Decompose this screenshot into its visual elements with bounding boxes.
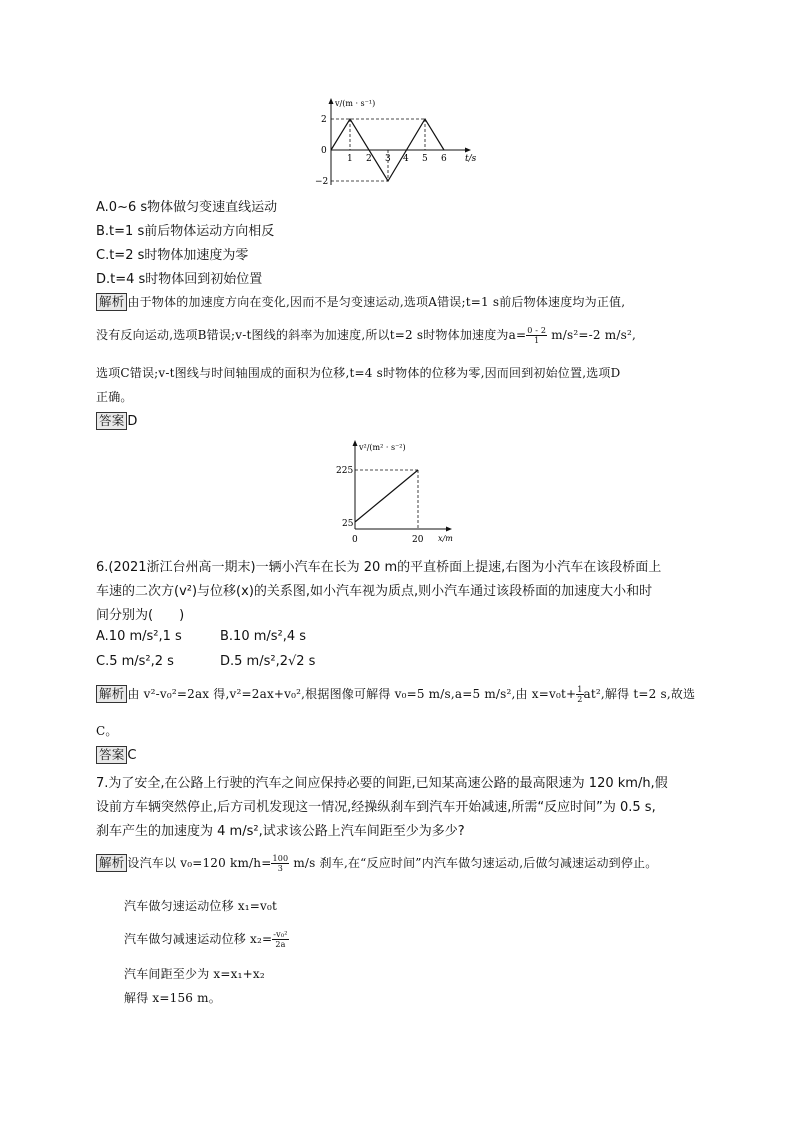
q6-answer-value: C	[127, 748, 137, 763]
q6-analysis-fraction	[576, 685, 583, 704]
q7-step2	[124, 930, 289, 949]
vt-x-tick-5: 5	[422, 154, 428, 164]
q5-analysis-tag: 解析	[96, 293, 127, 311]
q5-analysis-text2a: 没有反向运动,选项B错误;v-t图线的斜率为加速度,所以t=2 s时物体加速度为a=	[96, 328, 527, 342]
q6-line3: 间分别为( )	[96, 608, 185, 623]
vt-x-label: t/s	[465, 154, 477, 164]
q5-fraction-denominator: 1	[534, 336, 540, 345]
vt-y-label: v/(m · s⁻¹)	[335, 99, 376, 108]
vt-x-arrow	[465, 148, 471, 153]
q7-analysis-tag: 解析	[96, 854, 127, 872]
q7-step2-fraction	[272, 930, 288, 949]
q6-fraction-numerator: 1	[577, 685, 583, 694]
q5-option-b: B.t=1 s前后物体运动方向相反	[96, 224, 275, 239]
q5-option-d: D.t=4 s时物体回到初始位置	[96, 272, 263, 287]
q6-line2: 车速的二次方(v²)与位移(x)的关系图,如小汽车视为质点,则小汽车通过该段桥面的加速度大小和时	[96, 584, 653, 599]
q6-option-b: B.10 m/s²,4 s	[220, 629, 307, 644]
q6-analysis-line2: C。	[96, 724, 118, 738]
q7-step1: 汽车做匀速运动位移 x₁=v₀t	[124, 899, 278, 913]
q7-step2-text: 汽车做匀减速运动位移 x₂=	[124, 932, 273, 946]
vt-x-tick-6: 6	[441, 154, 447, 164]
vt-y-tick-neg2: −2	[315, 177, 329, 187]
v2x-y-tick-225: 225	[336, 466, 354, 476]
v2x-x-label: x/m	[438, 534, 453, 543]
q6-analysis-tag: 解析	[96, 685, 127, 703]
vt-x-tick-2: 2	[366, 154, 372, 164]
q5-option-c: C.t=2 s时物体加速度为零	[96, 248, 249, 263]
q5-analysis-text1: 由于物体的加速度方向在变化,因而不是匀变速运动,选项A错误;t=1 s前后物体速度均为正值,	[127, 295, 626, 309]
vt-graph	[310, 95, 490, 190]
q7-step3: 汽车间距至少为 x=x₁+x₂	[124, 967, 265, 981]
v2x-y-arrow	[353, 440, 358, 446]
q6-option-c: C.5 m/s²,2 s	[96, 654, 174, 669]
q7-line2: 设前方车辆突然停止,后方司机发现这一情况,经操纵刹车到汽车开始减速,所需“反应时间”为 0.5 s,	[96, 800, 656, 815]
q5-analysis-line4: 正确。	[96, 390, 133, 404]
q7-fraction-denominator: 3	[277, 864, 284, 873]
q6-fraction-denominator: 2	[577, 695, 583, 704]
q7-step2-numerator: -v₀²	[273, 930, 288, 939]
q6-option-d: D.5 m/s²,2√2 s	[220, 654, 316, 669]
v2x-x-arrow	[446, 527, 452, 532]
q6-option-a: A.10 m/s²,1 s	[96, 629, 182, 644]
q5-analysis-text2b: m/s²=-2 m/s²,	[547, 328, 636, 342]
q5-analysis-line2	[96, 326, 636, 345]
q6-line1: 6.(2021浙江台州高一期末)一辆小汽车在长为 20 m的平直桥面上提速,右图为小汽车在该段桥面上	[96, 560, 662, 575]
q7-line1: 7.为了安全,在公路上行驶的汽车之间应保持必要的间距,已知某高速公路的最高限速为 120 km/h,假	[96, 776, 668, 791]
vt-x-tick-3: 3	[385, 154, 391, 164]
q7-analysis-fraction	[271, 854, 289, 873]
v2x-y-tick-25: 25	[342, 519, 354, 529]
q7-step4: 解得 x=156 m。	[124, 991, 221, 1005]
vt-y-tick-0: 0	[321, 146, 327, 156]
q5-analysis-line3: 选项C错误;v-t图线与时间轴围成的面积为位移,t=4 s时物体的位移为零,因而回到初始位置,选项D	[96, 366, 621, 380]
q6-analysis-text-b: at²,解得 t=2 s,故选	[583, 687, 696, 701]
q6-analysis-line1	[96, 685, 695, 704]
q7-analysis-text-b: m/s 刹车,在“反应时间”内汽车做匀速运动,后做匀减速运动到停止。	[289, 856, 658, 870]
v2x-x-tick-20: 20	[412, 535, 424, 545]
q5-analysis-fraction	[526, 326, 547, 345]
v2x-line	[355, 470, 418, 522]
q5-answer-tag: 答案	[96, 412, 127, 430]
v2x-x-tick-0: 0	[352, 535, 358, 545]
q5-answer	[96, 412, 138, 430]
q6-answer	[96, 746, 137, 764]
q6-analysis-text-a: 由 v²-v₀²=2ax 得,v²=2ax+v₀²,根据图像可解得 v₀=5 m/s,a=5 m/s²,由 x=v₀t+	[127, 687, 577, 701]
q7-analysis-text-a: 设汽车以 v₀=120 km/h=	[127, 856, 272, 870]
q5-fraction-numerator: 0 - 2	[527, 326, 547, 335]
q7-line3: 刹车产生的加速度为 4 m/s²,试求该公路上汽车间距至少为多少?	[96, 824, 465, 839]
v2x-y-label: v²/(m² · s⁻²)	[359, 443, 406, 452]
vt-x-tick-1: 1	[347, 154, 353, 164]
vt-x-tick-4: 4	[403, 154, 409, 164]
q7-analysis-line1	[96, 854, 657, 873]
q5-answer-value: D	[127, 414, 138, 429]
q6-answer-tag: 答案	[96, 746, 127, 764]
vt-y-arrow	[329, 98, 334, 104]
v2x-graph	[330, 436, 460, 548]
q5-option-a: A.0~6 s物体做匀变速直线运动	[96, 200, 278, 215]
vt-y-tick-2: 2	[321, 115, 327, 125]
q7-step2-denominator: 2a	[275, 940, 286, 949]
q7-fraction-numerator: 100	[272, 854, 289, 863]
q5-analysis-line1	[96, 293, 625, 311]
